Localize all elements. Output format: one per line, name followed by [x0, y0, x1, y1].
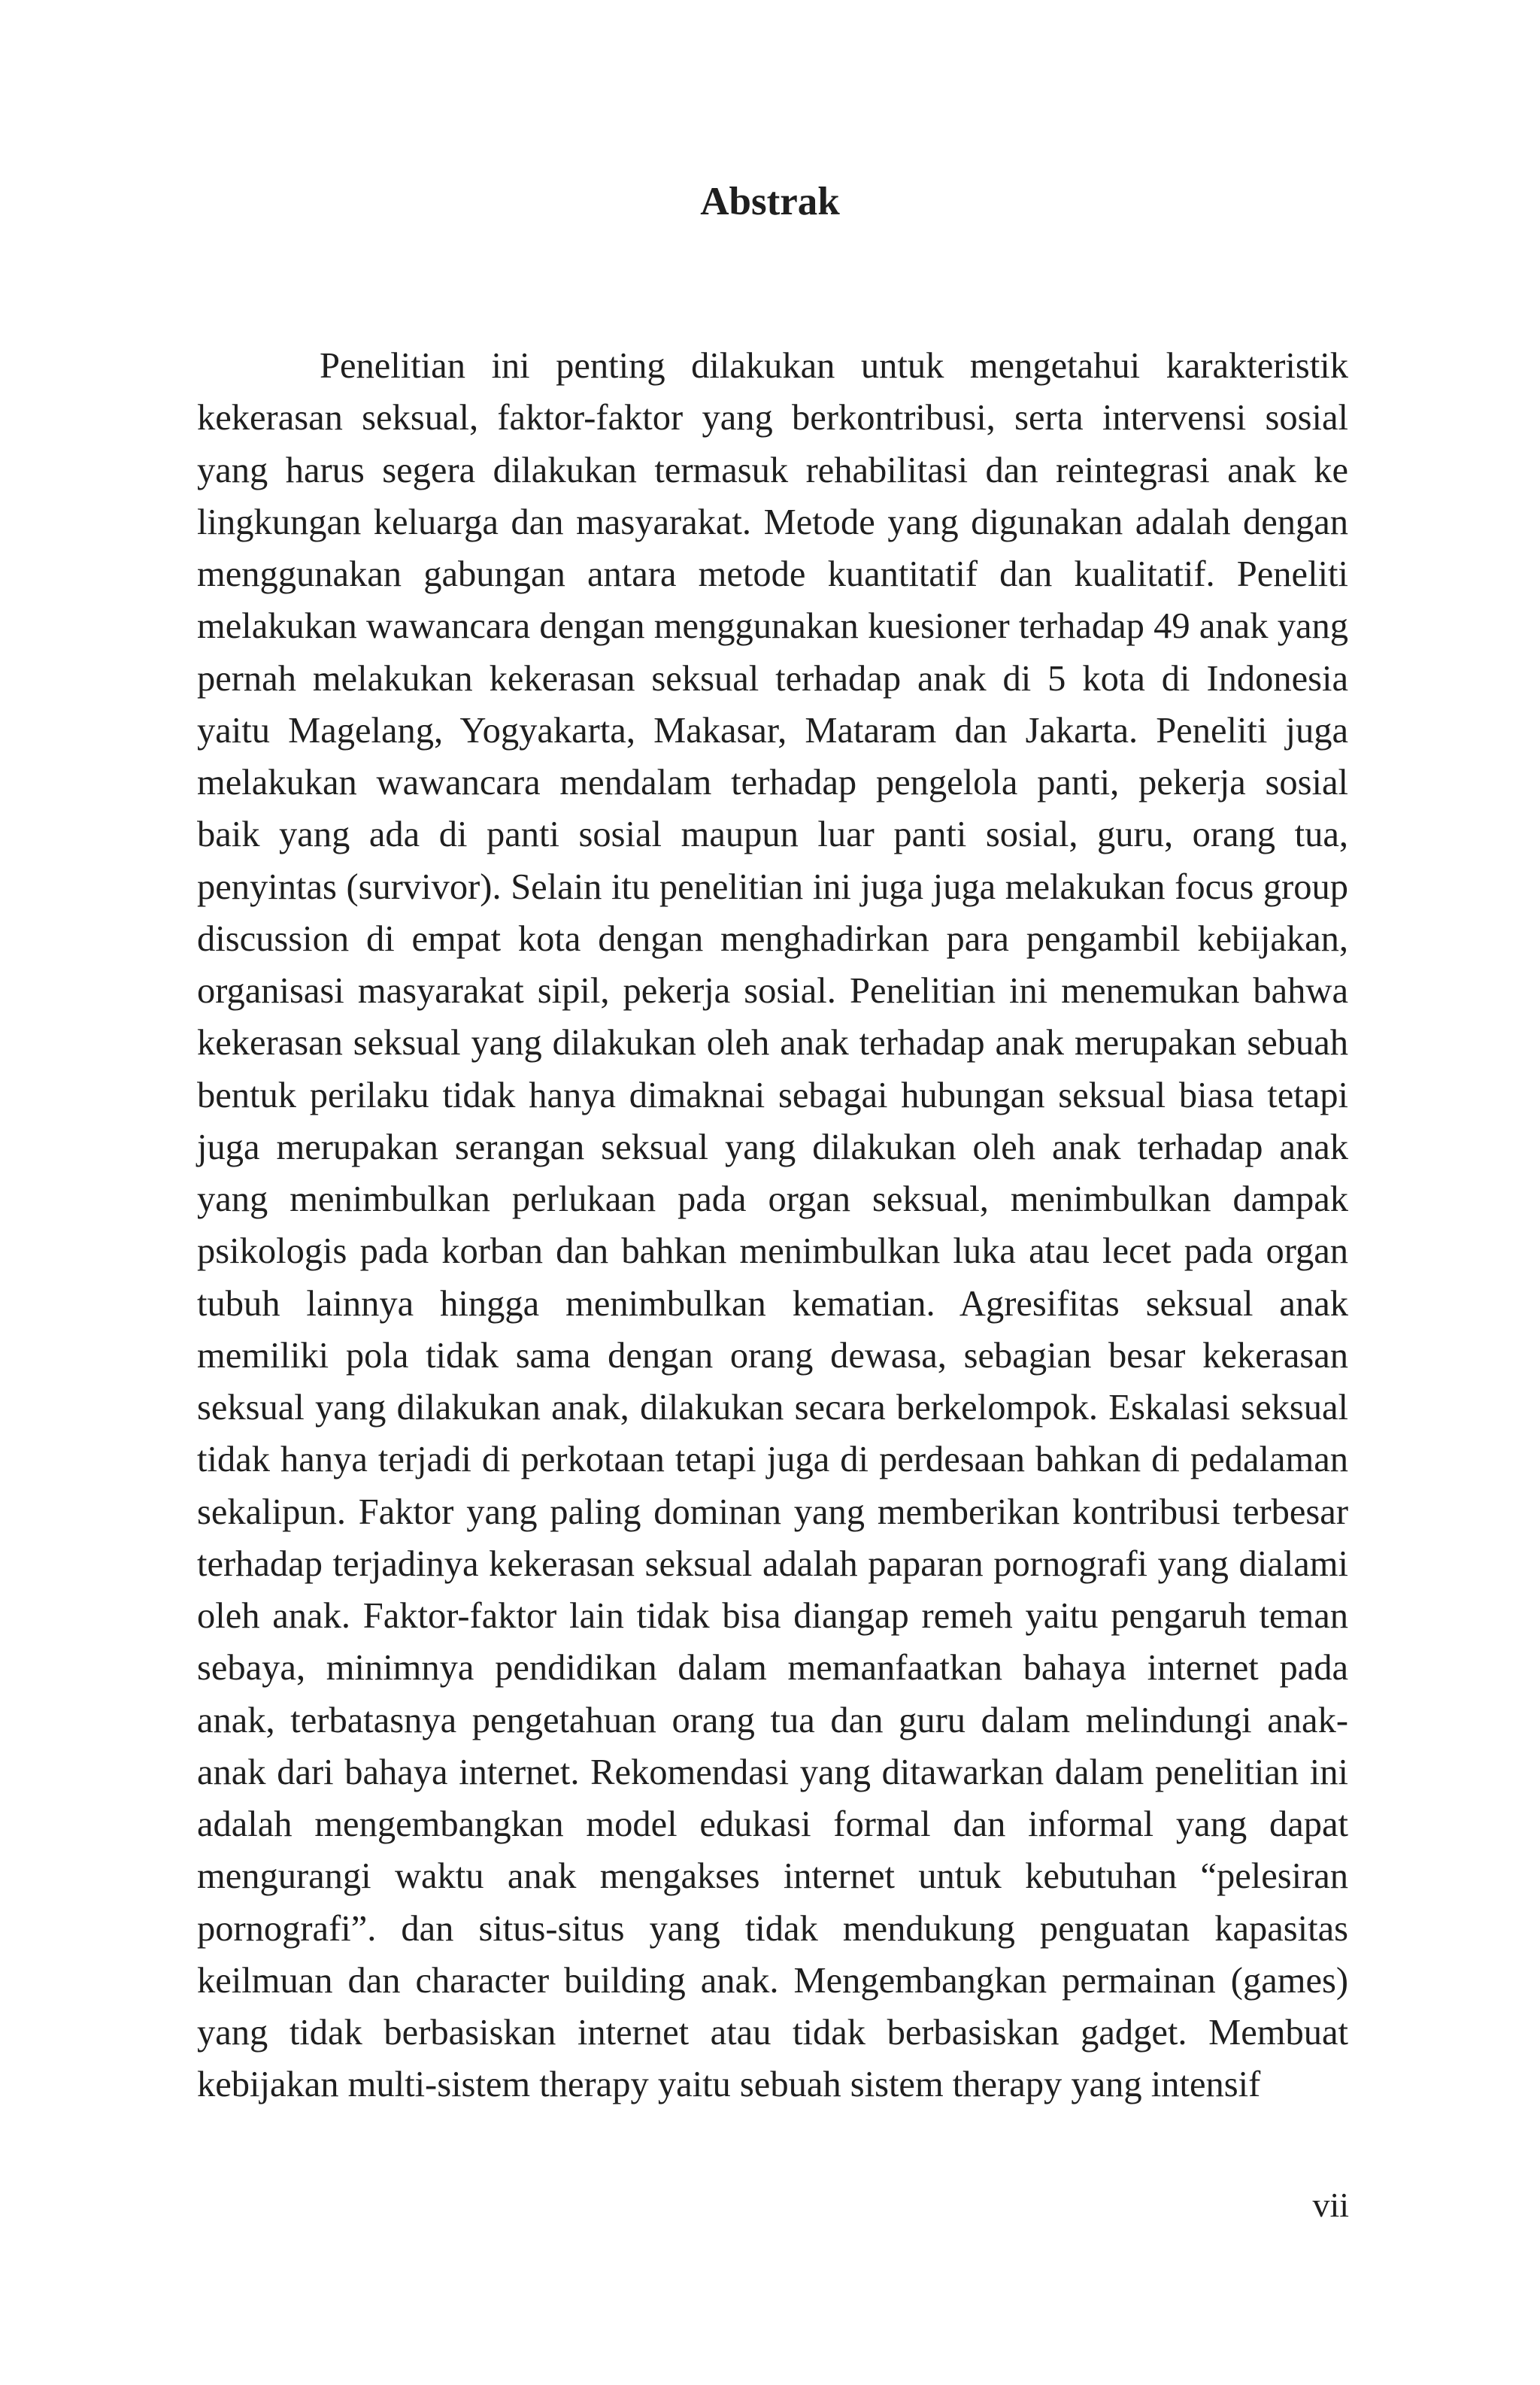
- abstract-paragraph: Penelitian ini penting dilakukan untuk mengetahui karakteristik kekerasan seksual, faktor-faktor yang berkontribusi, serta intervensi sosial yang harus segera dilakukan termasuk rehabilitasi dan reintegrasi anak ke lingkungan keluarga dan masyarakat. Metode yang digunakan adalah dengan menggunakan gabungan antara metode kuantitatif dan kualitatif. Peneliti melakukan wawancara dengan menggunakan kuesioner terhadap 49 anak yang pernah melakukan kekerasan seksual terhadap anak di 5 kota di Indonesia yaitu Magelang, Yogyakarta, Makasar, Mataram dan Jakarta. Peneliti juga melakukan wawancara mendalam terhadap pengelola panti, pekerja sosial baik yang ada di panti sosial maupun luar panti sosial, guru, orang tua, penyintas (survivor). Selain itu penelitian ini juga juga melakukan focus group discussion di empat kota dengan menghadirkan para pengambil kebijakan, organisasi masyarakat sipil, pekerja sosial. Penelitian ini menemukan bahwa kekerasan seksual yang dilakukan oleh anak terhadap anak merupakan sebuah bentuk perilaku tidak hanya dimaknai sebagai hubungan seksual biasa tetapi juga merupakan serangan seksual yang dilakukan oleh anak terhadap anak yang menimbulkan perlukaan pada organ seksual, menimbulkan dampak psikologis pada korban dan bahkan menimbulkan luka atau lecet pada organ tubuh lainnya hingga menimbulkan kematian. Agresifitas seksual anak memiliki pola tidak sama dengan orang dewasa, sebagian besar kekerasan seksual yang dilakukan anak, dilakukan secara berkelompok. Eskalasi seksual tidak hanya terjadi di perkotaan tetapi juga di perdesaan bahkan di pedalaman sekalipun. Faktor yang paling dominan yang memberikan kontribusi terbesar terhadap terjadinya kekerasan seksual adalah paparan pornografi yang dialami oleh anak. Faktor-faktor lain tidak bisa diangap remeh yaitu pengaruh teman sebaya, minimnya pendidikan dalam memanfaatkan bahaya internet pada anak, terbatasnya pengetahuan orang tua dan guru dalam melindungi anak-anak dari bahaya internet. Rekomendasi yang ditawarkan dalam penelitian ini adalah mengembangkan model edukasi formal dan informal yang dapat mengurangi waktu anak mengakses internet untuk kebutuhan “pelesiran pornografi”. dan situs-situs yang tidak mendukung penguatan kapasitas keilmuan dan character building anak. Mengembangkan permainan (games) yang tidak berbasiskan internet atau tidak berbasiskan gadget. Membuat kebijakan multi-sistem therapy yaitu sebuah sistem therapy yang intensif: [197, 346, 1348, 2105]
- page-title: Abstrak: [700, 180, 840, 223]
- page-number: vii: [1312, 2186, 1349, 2224]
